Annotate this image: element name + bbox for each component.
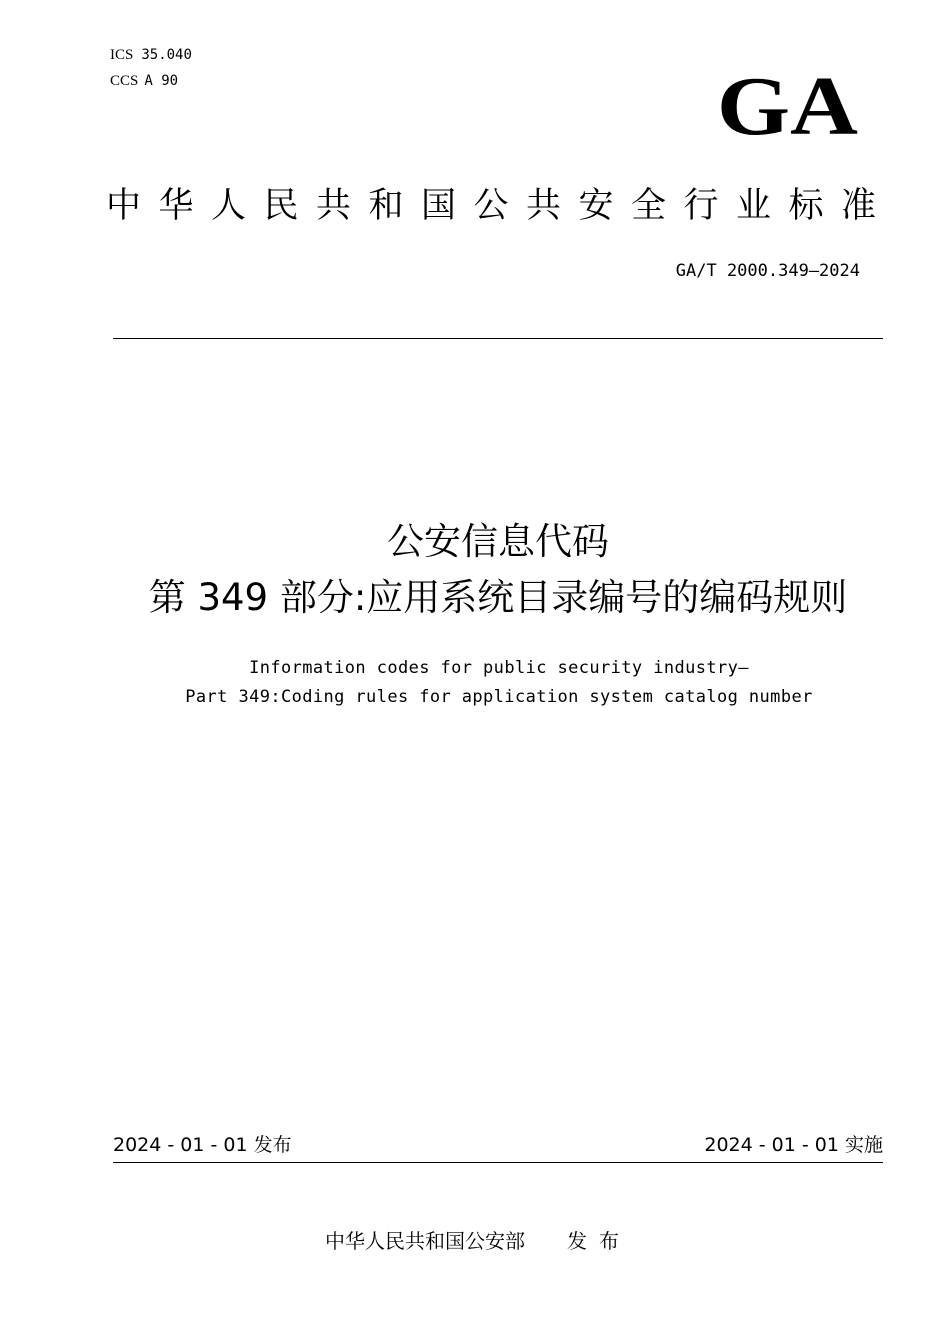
- english-title-line-1: Information codes for public security industry—: [249, 658, 749, 678]
- publish-date: 2024 - 01 - 01 发布: [113, 1134, 292, 1156]
- footer-divider: [113, 1162, 883, 1163]
- implementation-date: 2024 - 01 - 01 实施: [704, 1134, 883, 1156]
- ics-classification: [110, 46, 192, 64]
- ga-logo: GA: [716, 60, 858, 153]
- chinese-title-line-2: 第 349 部分:应用系统目录编号的编码规则: [148, 576, 848, 619]
- issuer-block: [325, 1228, 631, 1254]
- chinese-title-line-1: 公安信息代码: [387, 520, 609, 563]
- standard-number: GA/T 2000.349—2024: [675, 261, 860, 281]
- standard-category-title: 中华人民共和国公共安全行业标准: [106, 186, 894, 226]
- english-title-line-2: Part 349:Coding rules for application system catalog number: [185, 687, 813, 707]
- ics-label: ICS: [110, 47, 134, 63]
- ccs-classification: [110, 72, 178, 90]
- ccs-code: A 90: [144, 73, 179, 89]
- ccs-label: CCS: [110, 73, 139, 89]
- header-divider: [113, 338, 883, 339]
- issuer-name: 中华人民共和国公安部: [325, 1229, 525, 1253]
- issuer-action: 发布: [567, 1229, 631, 1253]
- ics-code: 35.040: [141, 47, 192, 63]
